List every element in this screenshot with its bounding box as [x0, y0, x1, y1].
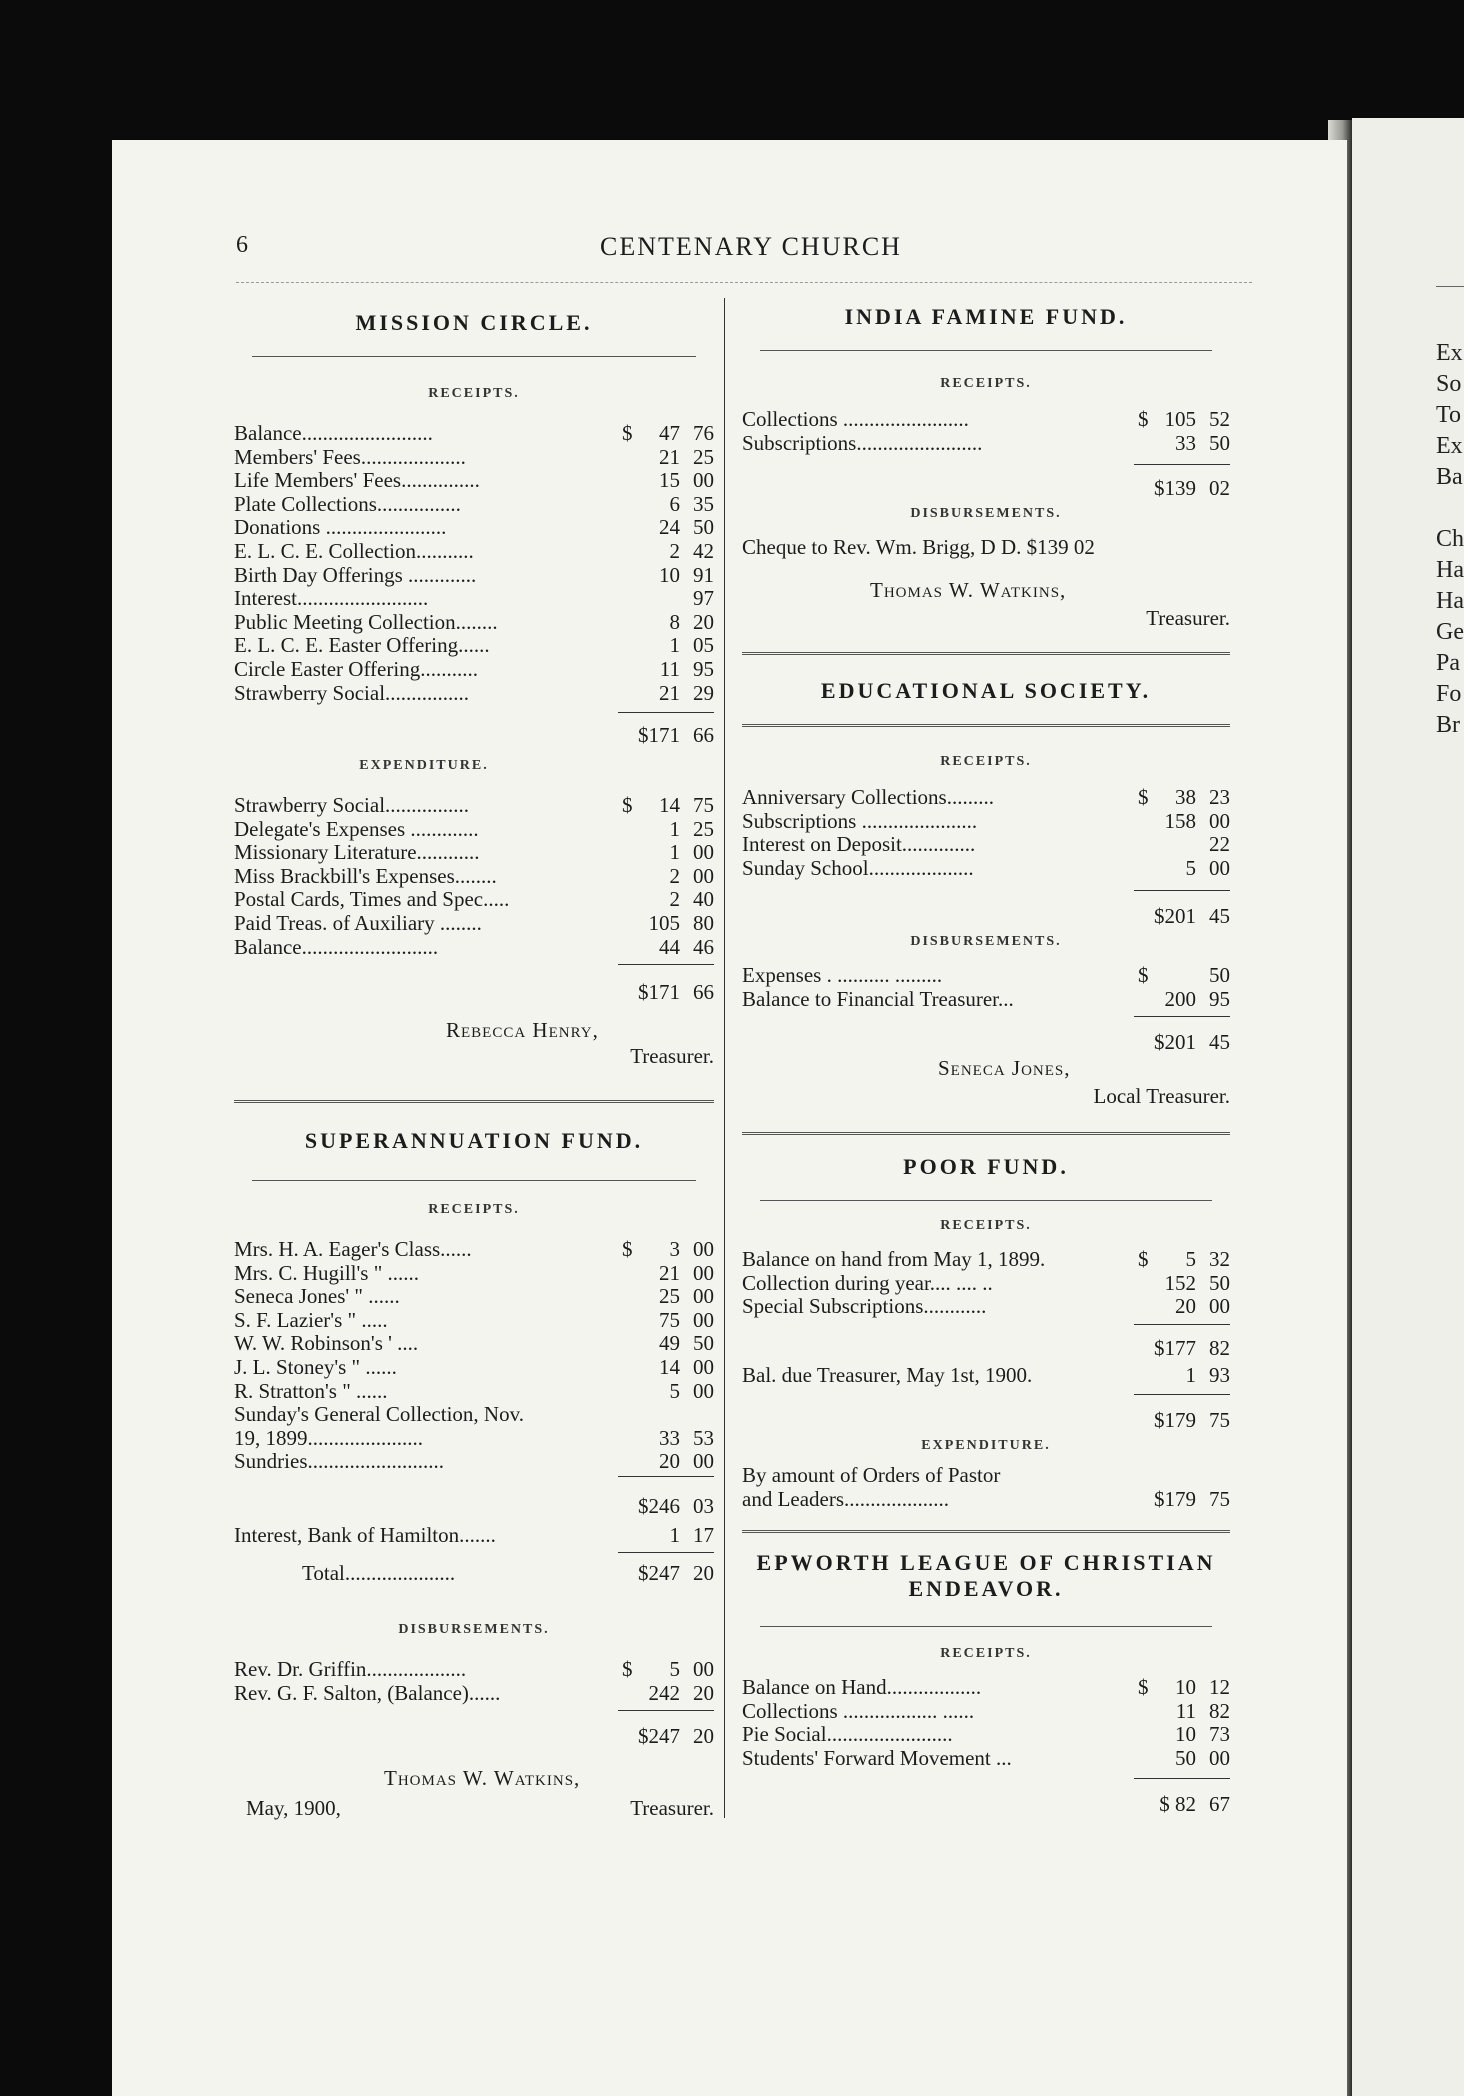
amount-cents: 00	[693, 1354, 714, 1379]
amount-cents: 00	[693, 1284, 714, 1309]
receipts-heading: RECEIPTS.	[940, 376, 1032, 391]
line-label: Collections .................. ......	[742, 1698, 975, 1723]
amount-cents: 53	[693, 1425, 714, 1450]
amount-dollars: 5	[669, 1378, 680, 1403]
facing-page-fragment: Pa	[1436, 650, 1460, 676]
amount-dollars: 44	[659, 934, 680, 959]
line-label: Members' Fees....................	[234, 444, 466, 469]
amount-dollars: 21	[659, 1260, 680, 1285]
amount-dollars: 5	[1185, 1247, 1196, 1271]
ledger-line	[234, 818, 714, 842]
ledger-line	[234, 1356, 714, 1380]
ledger-line	[234, 794, 714, 818]
line-label: Strawberry Social................	[234, 793, 470, 817]
amount-cents: 50	[1209, 1270, 1230, 1295]
amount-cents: 52	[1209, 407, 1230, 431]
section-rule	[252, 1180, 696, 1181]
amount-cents: 00	[693, 1657, 714, 1681]
amount-dollars: 50	[1175, 1745, 1196, 1770]
section-double-rule	[742, 1530, 1230, 1533]
line-label: Sundries..........................	[234, 1449, 444, 1474]
educational-disbursements	[742, 964, 1230, 1011]
educational-disbursements-total: $201 45	[1154, 1030, 1230, 1054]
amount-cents: 25	[693, 444, 714, 469]
amount-cents: 29	[693, 680, 714, 705]
amount-cents: 97	[693, 586, 714, 611]
ledger-line	[742, 786, 1230, 810]
ledger-line: Bal. due Treasurer, May 1st, 1900. 1 93	[742, 1363, 1230, 1387]
disbursements-heading: DISBURSEMENTS.	[910, 934, 1062, 949]
facing-page-fragment: Ge	[1436, 619, 1464, 645]
ledger-line: Cheque to Rev. Wm. Brigg, D D. $139 02	[742, 535, 1095, 559]
amount-cents: 00	[1209, 808, 1230, 833]
section-double-rule	[742, 652, 1230, 655]
ledger-line	[742, 1295, 1230, 1319]
poor-fund-expenditure	[742, 1464, 1230, 1511]
disbursements-heading: DISBURSEMENTS.	[398, 1622, 550, 1637]
line-label: Balance to Financial Treasurer...	[742, 986, 1014, 1011]
educational-receipts-total: $201 45	[1154, 904, 1230, 928]
ledger-line	[234, 446, 714, 470]
ledger-line	[234, 936, 714, 960]
amount-cents: 73	[1209, 1722, 1230, 1747]
amount-cents: 80	[693, 910, 714, 935]
amount-cents: 50	[693, 1331, 714, 1356]
amount-cents: 00	[1209, 855, 1230, 880]
amount-dollars: 15	[659, 468, 680, 493]
disbursements-heading: DISBURSEMENTS.	[910, 506, 1062, 521]
ledger-line	[234, 1682, 714, 1706]
facing-page-fragment: Ex	[1436, 340, 1463, 366]
line-label: E. L. C. E. Easter Offering......	[234, 633, 490, 658]
line-label: Interest on Deposit..............	[742, 832, 976, 857]
line-label: W. W. Robinson's ' ....	[234, 1331, 419, 1356]
amount-cents: 50	[693, 515, 714, 540]
line-label: Subscriptions ......................	[742, 808, 978, 833]
mission-circle-receipts-total: $171 66	[638, 723, 714, 747]
amount-dollars: 2	[669, 887, 680, 912]
amount-dollars: 49	[659, 1331, 680, 1356]
amount-cents: 20	[693, 1680, 714, 1705]
amount-cents: 95	[693, 656, 714, 681]
amount-dollars: 6	[669, 491, 680, 516]
amount-dollars: 47	[659, 421, 680, 445]
amount-dollars: 20	[1175, 1294, 1196, 1319]
line-label: Sunday School....................	[742, 855, 974, 880]
dollar-sign: $	[1138, 785, 1149, 809]
ledger-line	[234, 1450, 714, 1474]
line-label: Plate Collections................	[234, 491, 461, 516]
india-famine-total: $139 02	[1154, 476, 1230, 500]
ledger-line	[234, 1309, 714, 1333]
amount-cents: 23	[1209, 785, 1230, 809]
receipts-heading: RECEIPTS.	[940, 1646, 1032, 1661]
amount-cents: 25	[693, 816, 714, 841]
ledger-line	[742, 857, 1230, 881]
section-rule	[760, 1626, 1212, 1627]
ledger-line: Total..................... $247 20	[302, 1561, 714, 1585]
epworth-receipts-total: $ 82 67	[1159, 1792, 1230, 1816]
educational-receipts	[742, 786, 1230, 880]
superannuation-date: May, 1900,	[246, 1796, 341, 1820]
amount-cents: 75	[693, 793, 714, 817]
line-label: S. F. Lazier's " .....	[234, 1307, 388, 1332]
amount-dollars: 1	[669, 633, 680, 658]
receipts-heading: RECEIPTS.	[940, 1218, 1032, 1233]
educational-title: EDUCATIONAL SOCIETY.	[820, 678, 1152, 703]
amount-dollars: 21	[659, 444, 680, 469]
line-label: Birth Day Offerings .............	[234, 562, 477, 587]
line-label: Collections ........................	[742, 407, 969, 431]
india-famine-receipts	[742, 408, 1230, 455]
line-label: Balance on Hand..................	[742, 1675, 982, 1699]
facing-page-fragment: To	[1436, 402, 1461, 428]
superannuation-interest	[234, 1524, 714, 1548]
line-label: 19, 1899......................	[234, 1425, 423, 1450]
ledger-line	[742, 833, 1230, 857]
header-rule	[236, 282, 1252, 283]
line-label: Anniversary Collections.........	[742, 785, 994, 809]
amount-dollars: 25	[659, 1284, 680, 1309]
amount-dollars: 200	[1164, 986, 1196, 1011]
facing-page-fragment: Ch	[1436, 526, 1464, 552]
ledger-line	[234, 564, 714, 588]
amount-cents: 00	[693, 1307, 714, 1332]
sum-rule	[1134, 1324, 1230, 1325]
mission-circle-title: MISSION CIRCLE.	[355, 310, 593, 335]
amount-cents: 91	[693, 562, 714, 587]
ledger-line	[742, 432, 1230, 456]
line-label: Missionary Literature............	[234, 840, 480, 865]
epworth-receipts	[742, 1676, 1230, 1770]
ledger-line	[234, 682, 714, 706]
sum-rule	[618, 1552, 714, 1553]
line-label: Rev. Dr. Griffin...................	[234, 1657, 467, 1681]
amount-cents: 40	[693, 887, 714, 912]
amount-cents: 50	[1209, 430, 1230, 455]
line-label: Students' Forward Movement ...	[742, 1745, 1012, 1770]
ledger-line	[234, 1403, 714, 1427]
sum-rule	[1134, 1778, 1230, 1779]
amount-cents: 22	[1209, 832, 1230, 857]
amount-cents: 76	[693, 421, 714, 445]
amount-dollars: 11	[659, 656, 680, 681]
amount-dollars: 33	[1175, 430, 1196, 455]
amount-dollars: 24	[659, 515, 680, 540]
amount-dollars: 3	[669, 1237, 680, 1261]
sum-rule	[618, 964, 714, 965]
ledger-line	[234, 469, 714, 493]
facing-page-fragment: Fo	[1436, 681, 1462, 707]
page-header	[236, 232, 1266, 272]
line-label: Circle Easter Offering...........	[234, 656, 478, 681]
india-famine-disbursement	[742, 536, 1230, 560]
ledger-line	[742, 988, 1230, 1012]
section-double-rule	[234, 1100, 714, 1103]
amount-dollars: 10	[1175, 1722, 1196, 1747]
running-title: CENTENARY CHURCH	[600, 232, 902, 261]
line-label: Postal Cards, Times and Spec.....	[234, 887, 510, 912]
receipts-heading: RECEIPTS.	[940, 754, 1032, 769]
amount-dollars: 10	[1175, 1675, 1196, 1699]
ledger-line	[234, 611, 714, 635]
sum-rule	[1134, 1394, 1230, 1395]
dollar-sign: $	[622, 793, 633, 817]
facing-page-fragment: Ba	[1436, 464, 1463, 490]
amount-cents: 00	[693, 863, 714, 888]
amount-dollars: 2	[669, 863, 680, 888]
amount-dollars: 1	[669, 840, 680, 865]
expenditure-heading: EXPENDITURE.	[921, 1438, 1051, 1453]
line-label: Interest.........................	[234, 586, 429, 611]
ledger-line	[742, 964, 1230, 988]
superannuation-subtotal: $246 03	[638, 1494, 714, 1518]
line-label: Sunday's General Collection, Nov.	[234, 1402, 524, 1427]
ledger-line	[234, 912, 714, 936]
section-rule	[252, 356, 696, 357]
line-label: R. Stratton's " ......	[234, 1378, 388, 1403]
amount-dollars: 105	[1164, 407, 1196, 431]
poor-fund-balance-due	[742, 1364, 1230, 1388]
superannuation-title: SUPERANNUATION FUND.	[304, 1128, 644, 1153]
amount-cents: 20	[693, 609, 714, 634]
amount-cents: 42	[693, 538, 714, 563]
ledger-line	[234, 493, 714, 517]
line-label: Paid Treas. of Auxiliary ........	[234, 910, 482, 935]
line-label: Rev. G. F. Salton, (Balance)......	[234, 1680, 501, 1705]
ledger-line	[234, 865, 714, 889]
amount-cents: 00	[693, 1237, 714, 1261]
amount-cents: 35	[693, 491, 714, 516]
mission-circle-signatory: Rebecca Henry,	[446, 1018, 599, 1042]
line-label: Mrs. H. A. Eager's Class......	[234, 1237, 472, 1261]
amount-cents: 05	[693, 633, 714, 658]
line-label: Public Meeting Collection........	[234, 609, 498, 634]
amount-dollars: 152	[1164, 1270, 1196, 1295]
poor-fund-title: POOR FUND.	[903, 1154, 1069, 1179]
amount-dollars: 14	[659, 793, 680, 817]
section-rule	[760, 350, 1212, 351]
amount-cents: 00	[693, 468, 714, 493]
amount-dollars: 38	[1175, 785, 1196, 809]
ledger-line: Interest, Bank of Hamilton....... 1 17	[234, 1523, 714, 1547]
amount-dollars: 105	[648, 910, 680, 935]
ledger-line	[234, 1285, 714, 1309]
dollar-sign: $	[622, 421, 633, 445]
ledger-line	[742, 1248, 1230, 1272]
section-rule	[760, 1200, 1212, 1201]
epworth-title: EPWORTH LEAGUE OF CHRISTIAN ENDEAVOR.	[756, 1550, 1216, 1601]
india-famine-role: Treasurer.	[1146, 606, 1230, 630]
ledger-line	[742, 1272, 1230, 1296]
line-label: Delegate's Expenses .............	[234, 816, 479, 841]
facing-page-rule	[1436, 286, 1464, 287]
amount-cents: 00	[693, 1378, 714, 1403]
mission-circle-role: Treasurer.	[630, 1044, 714, 1068]
mission-circle-expenditure-total: $171 66	[638, 980, 714, 1004]
amount-cents: 50	[1209, 963, 1230, 987]
ledger-line	[742, 1676, 1230, 1700]
sum-rule	[618, 1476, 714, 1477]
amount-dollars: 10	[659, 562, 680, 587]
line-label: Subscriptions........................	[742, 430, 983, 455]
amount-cents: 00	[1209, 1745, 1230, 1770]
superannuation-total	[234, 1562, 714, 1586]
amount-cents: 95	[1209, 986, 1230, 1011]
ledger-line	[234, 422, 714, 446]
amount-dollars: 8	[669, 609, 680, 634]
ledger-line: and Leaders.................... $179 75	[742, 1486, 1230, 1511]
facing-page-fragment: Ha	[1436, 588, 1464, 614]
amount-cents: 00	[693, 1260, 714, 1285]
line-label: Life Members' Fees...............	[234, 468, 480, 493]
amount-dollars: 1	[669, 816, 680, 841]
ledger-line	[234, 1658, 714, 1682]
ledger-line	[234, 888, 714, 912]
line-label: Expenses . .......... .........	[742, 963, 943, 987]
ledger-line	[234, 634, 714, 658]
amount-dollars: 5	[669, 1657, 680, 1681]
india-famine-title: INDIA FAMINE FUND.	[844, 304, 1128, 329]
amount-dollars: 20	[659, 1449, 680, 1474]
ledger-line	[234, 841, 714, 865]
dollar-sign: $	[1138, 407, 1149, 431]
ledger-line: By amount of Orders of Pastor	[742, 1463, 1001, 1487]
page-number: 6	[236, 232, 248, 258]
facing-page-fragment: Ha	[1436, 557, 1464, 583]
amount-cents: 82	[1209, 1698, 1230, 1723]
ledger-line	[234, 1238, 714, 1262]
dollar-sign: $	[622, 1237, 633, 1261]
dollar-sign: $	[1138, 1675, 1149, 1699]
amount-dollars: 158	[1164, 808, 1196, 833]
sum-rule	[618, 712, 714, 713]
ledger-line	[234, 1332, 714, 1356]
superannuation-disbursements-total: $247 20	[638, 1724, 714, 1748]
ledger-line	[234, 1380, 714, 1404]
poor-fund-grand-total: $179 75	[1154, 1408, 1230, 1432]
amount-cents: 12	[1209, 1675, 1230, 1699]
line-label: Pie Social........................	[742, 1722, 953, 1747]
receipts-heading: RECEIPTS.	[428, 386, 520, 401]
line-label: Seneca Jones' " ......	[234, 1284, 400, 1309]
ledger-line	[742, 1723, 1230, 1747]
dollar-sign: $	[1138, 1247, 1149, 1271]
line-label: Balance on hand from May 1, 1899.	[742, 1247, 1046, 1271]
line-label: Balance.........................	[234, 421, 433, 445]
amount-cents: 00	[693, 840, 714, 865]
ledger-line	[742, 810, 1230, 834]
line-label: Miss Brackbill's Expenses........	[234, 863, 497, 888]
educational-signatory: Seneca Jones,	[938, 1056, 1071, 1080]
sum-rule	[1134, 890, 1230, 891]
superannuation-role: Treasurer.	[630, 1796, 714, 1820]
line-label: E. L. C. E. Collection...........	[234, 538, 474, 563]
sum-rule	[1134, 464, 1230, 465]
line-label: Special Subscriptions............	[742, 1294, 987, 1319]
superannuation-disbursements	[234, 1658, 714, 1705]
poor-fund-receipts-total: $177 82	[1154, 1336, 1230, 1360]
column-divider	[724, 298, 725, 1818]
ledger-line	[234, 658, 714, 682]
line-label: J. L. Stoney's " ......	[234, 1354, 397, 1379]
superannuation-signatory: Thomas W. Watkins,	[384, 1766, 581, 1790]
ledger-line	[234, 540, 714, 564]
ledger-line	[234, 587, 714, 611]
section-double-rule	[742, 1132, 1230, 1135]
mission-circle-expenditure	[234, 794, 714, 959]
dollar-sign: $	[1138, 963, 1149, 987]
section-double-rule	[742, 724, 1230, 727]
poor-fund-receipts	[742, 1248, 1230, 1319]
amount-cents: 00	[693, 1449, 714, 1474]
educational-role: Local Treasurer.	[1093, 1084, 1230, 1108]
india-famine-signatory: Thomas W. Watkins,	[870, 578, 1067, 602]
ledger-line	[234, 516, 714, 540]
dollar-sign: $	[622, 1657, 633, 1681]
line-label: Balance..........................	[234, 934, 439, 959]
amount-dollars: 75	[659, 1307, 680, 1332]
facing-page-fragment: Br	[1436, 712, 1460, 738]
amount-cents: 46	[693, 934, 714, 959]
sum-rule	[1134, 1016, 1230, 1017]
amount-dollars: 242	[648, 1680, 680, 1705]
superannuation-receipts	[234, 1238, 714, 1474]
facing-page-fragment: So	[1436, 371, 1462, 397]
amount-dollars: 33	[659, 1425, 680, 1450]
amount-dollars: 5	[1185, 855, 1196, 880]
ledger-line	[234, 1262, 714, 1286]
line-label: Strawberry Social................	[234, 680, 470, 705]
amount-cents: 32	[1209, 1247, 1230, 1271]
line-label: Collection during year.... .... ..	[742, 1270, 993, 1295]
line-label: Donations .......................	[234, 515, 447, 540]
receipts-heading: RECEIPTS.	[428, 1202, 520, 1217]
amount-dollars: 21	[659, 680, 680, 705]
facing-page-fragment: Ex	[1436, 433, 1463, 459]
amount-cents: 00	[1209, 1294, 1230, 1319]
mission-circle-receipts	[234, 422, 714, 705]
amount-dollars: 2	[669, 538, 680, 563]
ledger-line	[742, 408, 1230, 432]
ledger-line	[742, 1747, 1230, 1771]
sum-rule	[618, 1710, 714, 1711]
amount-dollars: 11	[1175, 1698, 1196, 1723]
expenditure-heading: EXPENDITURE.	[359, 758, 489, 773]
line-label: Mrs. C. Hugill's " ......	[234, 1260, 420, 1285]
amount-dollars: 14	[659, 1354, 680, 1379]
ledger-line	[234, 1427, 714, 1451]
ledger-line	[742, 1700, 1230, 1724]
